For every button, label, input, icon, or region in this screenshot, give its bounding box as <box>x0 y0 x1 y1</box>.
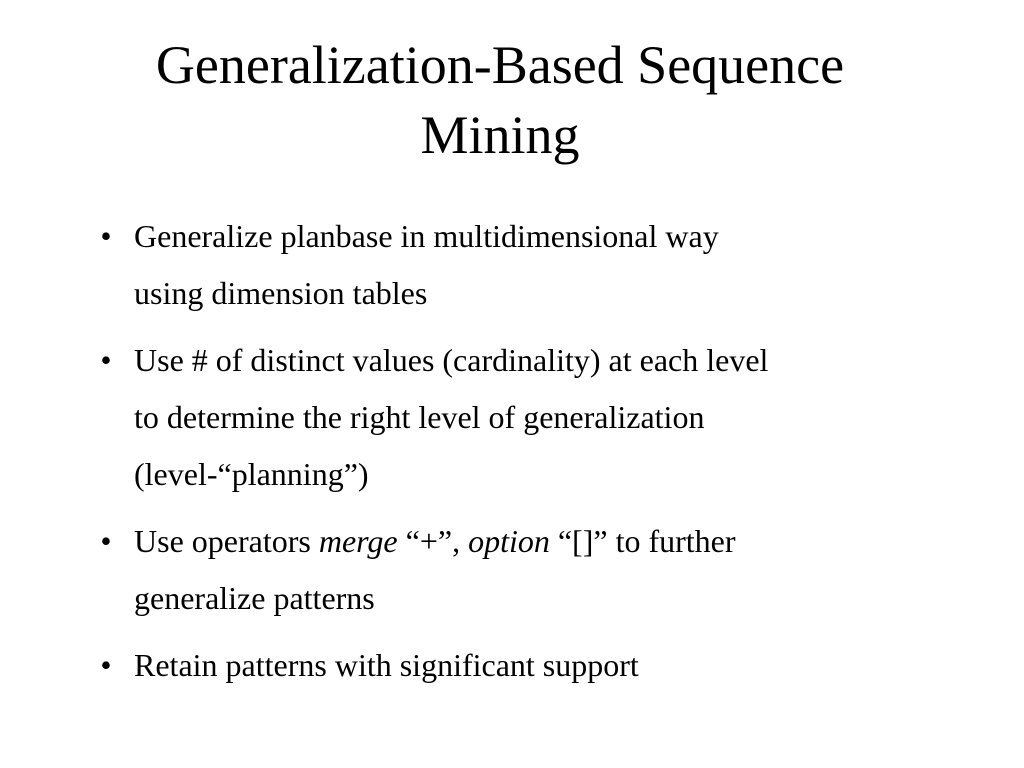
bullet-line: (level-“planning”) <box>134 456 369 492</box>
option-operator-term: option <box>468 523 550 559</box>
bullet-text-part: “[]” to further <box>549 523 736 559</box>
bullet-text <box>134 208 946 322</box>
bullet-line: using dimension tables <box>134 275 428 311</box>
bullet-item-3 <box>96 513 946 627</box>
bullet-line: Generalize planbase in multidimensional way <box>134 218 719 254</box>
slide-title-line-2: Mining <box>420 105 580 165</box>
bullet-item-2 <box>96 332 946 503</box>
bullet-item-4 <box>96 637 946 694</box>
slide-title <box>60 30 940 170</box>
bullet-marker: • <box>100 647 112 683</box>
bullet-list <box>96 208 946 704</box>
bullet-line: to determine the right level of generalization <box>134 399 705 435</box>
bullet-text <box>134 637 946 694</box>
bullet-text <box>134 513 946 627</box>
bullet-line <box>134 513 946 570</box>
bullet-text-part: Use operators <box>134 523 319 559</box>
bullet-marker: • <box>100 218 112 254</box>
bullet-marker: • <box>100 523 112 559</box>
merge-operator-term: merge <box>318 523 398 559</box>
bullet-marker: • <box>100 342 112 378</box>
bullet-line: Retain patterns with significant support <box>134 647 639 683</box>
bullet-line: Use # of distinct values (cardinality) at each level <box>134 342 769 378</box>
bullet-text <box>134 332 946 503</box>
slide-title-line-1: Generalization-Based Sequence <box>155 35 845 95</box>
bullet-text-part: “+”, <box>397 523 469 559</box>
bullet-item-1 <box>96 208 946 322</box>
bullet-line: generalize patterns <box>134 580 375 616</box>
